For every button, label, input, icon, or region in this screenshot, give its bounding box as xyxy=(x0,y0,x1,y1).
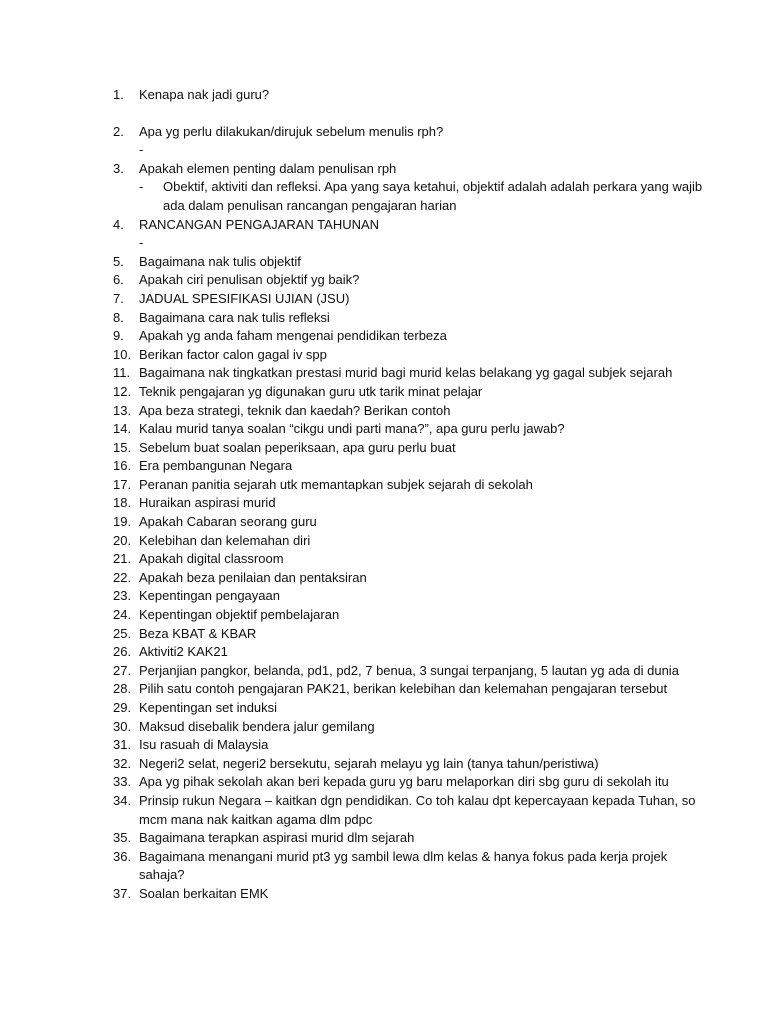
question-text: Kalau murid tanya soalan “cikgu undi parti mana?”, apa guru perlu jawab? xyxy=(139,421,565,437)
question-number: 7. xyxy=(113,290,124,306)
question-text: Negeri2 selat, negeri2 bersekutu, sejarah melayu yg lain (tanya tahun/peristiwa) xyxy=(139,755,599,771)
question-number: 33. xyxy=(113,774,132,790)
question-text: Apakah digital classroom xyxy=(139,551,284,567)
question-item xyxy=(0,476,768,495)
question-text: Perjanjian pangkor, belanda, pd1, pd2, 7 benua, 3 sungai terpanjang, 5 lautan yg ada di dunia xyxy=(139,662,679,678)
question-number: 5. xyxy=(113,253,124,269)
question-number: 13. xyxy=(113,402,132,418)
question-number: 34. xyxy=(113,792,132,808)
question-text: Kenapa nak jadi guru? xyxy=(139,87,270,102)
answer-note-text xyxy=(163,141,708,160)
question-text: Sebelum buat soalan peperiksaan, apa guru perlu buat xyxy=(139,439,456,455)
question-text: Apakah yg anda faham mengenai pendidikan terbeza xyxy=(139,328,447,344)
question-item xyxy=(0,123,768,142)
question-number: 21. xyxy=(113,551,132,567)
question-number: 26. xyxy=(113,644,132,660)
question-item xyxy=(0,550,768,569)
question-item xyxy=(0,680,768,699)
question-item xyxy=(0,792,768,829)
question-number: 30. xyxy=(113,718,132,734)
question-text: Pilih satu contoh pengajaran PAK21, berikan kelebihan dan kelemahan pengajaran tersebut xyxy=(139,681,668,697)
question-item xyxy=(0,569,768,588)
answer-note xyxy=(0,234,768,253)
question-number: 29. xyxy=(113,700,132,715)
question-item xyxy=(0,271,768,290)
question-item xyxy=(0,327,768,346)
question-item xyxy=(0,755,768,774)
question-item xyxy=(0,625,768,644)
question-item xyxy=(0,439,768,458)
question-item xyxy=(0,346,768,365)
question-text: Apa yg perlu dilakukan/dirujuk sebelum menulis rph? xyxy=(139,123,444,139)
question-item xyxy=(0,773,768,792)
dash-bullet: - xyxy=(139,142,144,158)
question-number: 17. xyxy=(113,476,132,492)
question-item xyxy=(0,364,768,383)
question-item xyxy=(0,513,768,532)
question-item xyxy=(0,848,768,885)
question-number: 37. xyxy=(113,885,132,901)
question-number: 9. xyxy=(113,328,124,344)
question-text: Huraikan aspirasi murid xyxy=(139,495,276,511)
question-item xyxy=(0,383,768,402)
question-item xyxy=(0,643,768,662)
question-item xyxy=(0,829,768,848)
question-item xyxy=(0,718,768,737)
question-text: Apa yg pihak sekolah akan beri kepada guru yg baru melaporkan diri sbg guru di sekolah itu xyxy=(139,774,669,790)
question-list xyxy=(0,86,768,904)
question-number: 15. xyxy=(113,439,132,455)
question-number: 14. xyxy=(113,421,132,437)
question-number: 23. xyxy=(113,588,132,604)
question-text: Bagaimana cara nak tulis refleksi xyxy=(139,309,330,325)
question-text: Bagaimana terapkan aspirasi murid dlm sejarah xyxy=(139,830,415,846)
question-item xyxy=(0,457,768,476)
question-text: RANCANGAN PENGAJARAN TAHUNAN xyxy=(139,216,380,232)
question-text: Bagaimana nak tingkatkan prestasi murid bagi murid kelas belakang yg gagal subjek sejarah xyxy=(139,365,673,381)
dash-bullet: - xyxy=(139,179,144,195)
question-item xyxy=(0,662,768,681)
question-number: 11. xyxy=(113,365,131,381)
question-text: Era pembangunan Negara xyxy=(139,458,293,474)
question-number: 20. xyxy=(113,532,132,548)
question-text: Apakah beza penilaian dan pentaksiran xyxy=(139,569,367,585)
dash-bullet: - xyxy=(139,235,144,251)
question-text: Kepentingan objektif pembelajaran xyxy=(139,607,340,623)
answer-note-text: Obektif, aktiviti dan refleksi. Apa yang saya ketahui, objektif adalah adalah perkara yang wajib ada dalam penulisan rancangan pengajaran harian xyxy=(163,179,703,213)
question-number: 25. xyxy=(113,625,132,641)
question-item xyxy=(0,309,768,328)
question-text: Apakah elemen penting dalam penulisan rph xyxy=(139,160,397,176)
question-text: Kelebihan dan kelemahan diri xyxy=(139,532,311,548)
question-item xyxy=(0,494,768,513)
question-number: 6. xyxy=(113,272,124,288)
question-item xyxy=(0,587,768,606)
question-text: Kepentingan set induksi xyxy=(139,700,278,715)
question-text: Beza KBAT & KBAR xyxy=(139,625,257,641)
question-number: 36. xyxy=(113,848,132,864)
question-item xyxy=(0,699,768,718)
question-text: Aktiviti2 KAK21 xyxy=(139,644,228,660)
question-text: Kepentingan pengayaan xyxy=(139,588,280,604)
question-item xyxy=(0,736,768,755)
question-number: 1. xyxy=(113,87,124,102)
question-item xyxy=(0,885,768,904)
answer-note xyxy=(0,141,768,160)
question-number: 31. xyxy=(113,737,132,753)
question-text: Apakah ciri penulisan objektif yg baik? xyxy=(139,272,360,288)
question-text: Apa beza strategi, teknik dan kaedah? Berikan contoh xyxy=(139,402,451,418)
question-text: Teknik pengajaran yg digunakan guru utk tarik minat pelajar xyxy=(139,383,483,399)
question-number: 4. xyxy=(113,216,124,232)
question-number: 3. xyxy=(113,160,124,176)
question-number: 16. xyxy=(113,458,132,474)
question-item xyxy=(0,160,768,179)
question-item xyxy=(0,606,768,625)
question-text: Soalan berkaitan EMK xyxy=(139,885,269,901)
question-number: 32. xyxy=(113,755,132,771)
question-text: Bagaimana menangani murid pt3 yg sambil lewa dlm kelas & hanya fokus pada kerja projek sahaja? xyxy=(139,848,668,883)
question-text: Apakah Cabaran seorang guru xyxy=(139,514,317,530)
question-item xyxy=(0,290,768,309)
question-text: Maksud disebalik bendera jalur gemilang xyxy=(139,718,375,734)
question-number: 24. xyxy=(113,607,132,623)
question-number: 35. xyxy=(113,830,132,846)
answer-note xyxy=(0,178,768,215)
question-number: 8. xyxy=(113,309,124,325)
question-number: 19. xyxy=(113,514,132,530)
question-text: Isu rasuah di Malaysia xyxy=(139,737,269,753)
question-text: Bagaimana nak tulis objektif xyxy=(139,253,301,269)
answer-note-text xyxy=(163,234,708,253)
question-number: 22. xyxy=(113,569,132,585)
question-text: JADUAL SPESIFIKASI UJIAN (JSU) xyxy=(139,290,350,306)
question-number: 18. xyxy=(113,495,132,511)
question-item xyxy=(0,216,768,235)
question-text: Peranan panitia sejarah utk memantapkan subjek sejarah di sekolah xyxy=(139,476,533,492)
question-item xyxy=(0,532,768,551)
question-text: Prinsip rukun Negara – kaitkan dgn pendidikan. Co toh kalau dpt kepercayaan kepada Tuhan, so mcm mana nak kaitkan agama dlm pdpc xyxy=(139,792,696,827)
question-item xyxy=(0,402,768,421)
question-number: 27. xyxy=(113,662,132,678)
question-number: 28. xyxy=(113,681,132,697)
question-number: 2. xyxy=(113,123,124,139)
question-item xyxy=(0,253,768,272)
question-item xyxy=(0,420,768,439)
question-item xyxy=(0,86,768,105)
question-number: 12. xyxy=(113,383,132,399)
question-number: 10. xyxy=(113,346,132,362)
question-text: Berikan factor calon gagal iv spp xyxy=(139,346,327,362)
